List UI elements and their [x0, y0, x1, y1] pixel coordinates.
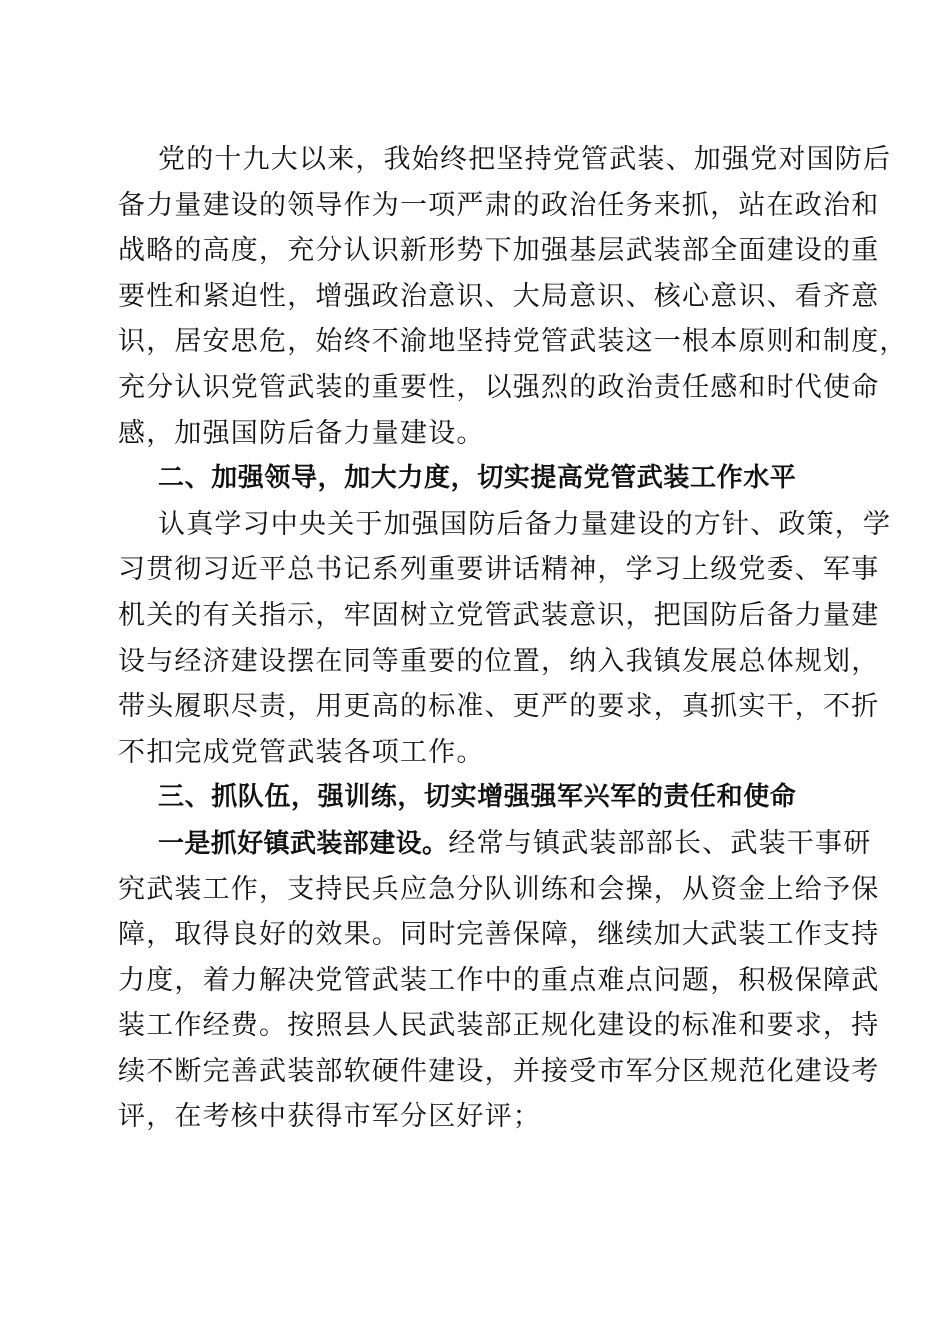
text-line: 装工作经费。按照县人民武装部正规化建设的标准和要求，持 — [118, 1010, 880, 1042]
text-line-rest: 经常与镇武装部部长、武装干事研 — [448, 827, 872, 859]
section-heading-3: 三、抓队伍，强训练，切实增强强军兴军的责任和使命 — [158, 782, 797, 813]
bold-lead-text: 一是抓好镇武装部建设。 — [158, 828, 449, 859]
text-line: 究武装工作，支持民兵应急分队训练和会操，从资金上给予保 — [118, 873, 880, 905]
paragraph-party-leadership — [118, 137, 908, 456]
text-line: 带头履职尽责，用更高的标准、更严的要求，真抓实干，不折 — [118, 691, 880, 723]
text-line: 备力量建设的领导作为一项严肃的政治任务来抓，站在政治和 — [118, 189, 880, 221]
text-line: 评，在考核中获得市军分区好评； — [118, 1101, 541, 1133]
text-line: 机关的有关指示，牢固树立党管武装意识，把国防后备力量建 — [118, 599, 880, 631]
text-line: 续不断完善武装部软硬件建设，并接受市军分区规范化建设考 — [118, 1055, 880, 1087]
text-line: 充分认识党管武装的重要性，以强烈的政治责任感和时代使命 — [118, 371, 880, 403]
text-line: 认真学习中央关于加强国防后备力量建设的方针、政策，学 — [158, 508, 892, 540]
text-line: 力度，着力解决党管武装工作中的重点难点问题，积极保障武 — [118, 964, 880, 996]
text-line: 设与经济建设摆在同等重要的位置，纳入我镇发展总体规划， — [118, 645, 880, 677]
text-line: 障，取得良好的效果。同时完善保障，继续加大武装工作支持 — [118, 919, 880, 951]
paragraph-study-guidance — [118, 502, 892, 776]
document-body — [118, 137, 908, 1140]
text-line: 党的十九大以来，我始终把坚持党管武装、加强党对国防后 — [158, 144, 892, 175]
text-line — [118, 821, 872, 867]
text-line: 不扣完成党管武装各项工作。 — [118, 736, 485, 768]
text-line: 感，加强国防后备力量建设。 — [118, 417, 485, 449]
section-heading-2: 二、加强领导，加大力度，切实提高党管武装工作水平 — [158, 463, 797, 494]
paragraph-armed-dept-building — [118, 821, 880, 1140]
text-line: 战略的高度，充分认识新形势下加强基层武装部全面建设的重 — [118, 235, 880, 267]
text-line: 要性和紧迫性，增强政治意识、大局意识、核心意识、看齐意 — [118, 280, 880, 312]
text-line: 习贯彻习近平总书记系列重要讲话精神，学习上级党委、军事 — [118, 554, 880, 586]
text-line: 识，居安思危，始终不渝地坚持党管武装这一根本原则和制度， — [118, 326, 908, 358]
